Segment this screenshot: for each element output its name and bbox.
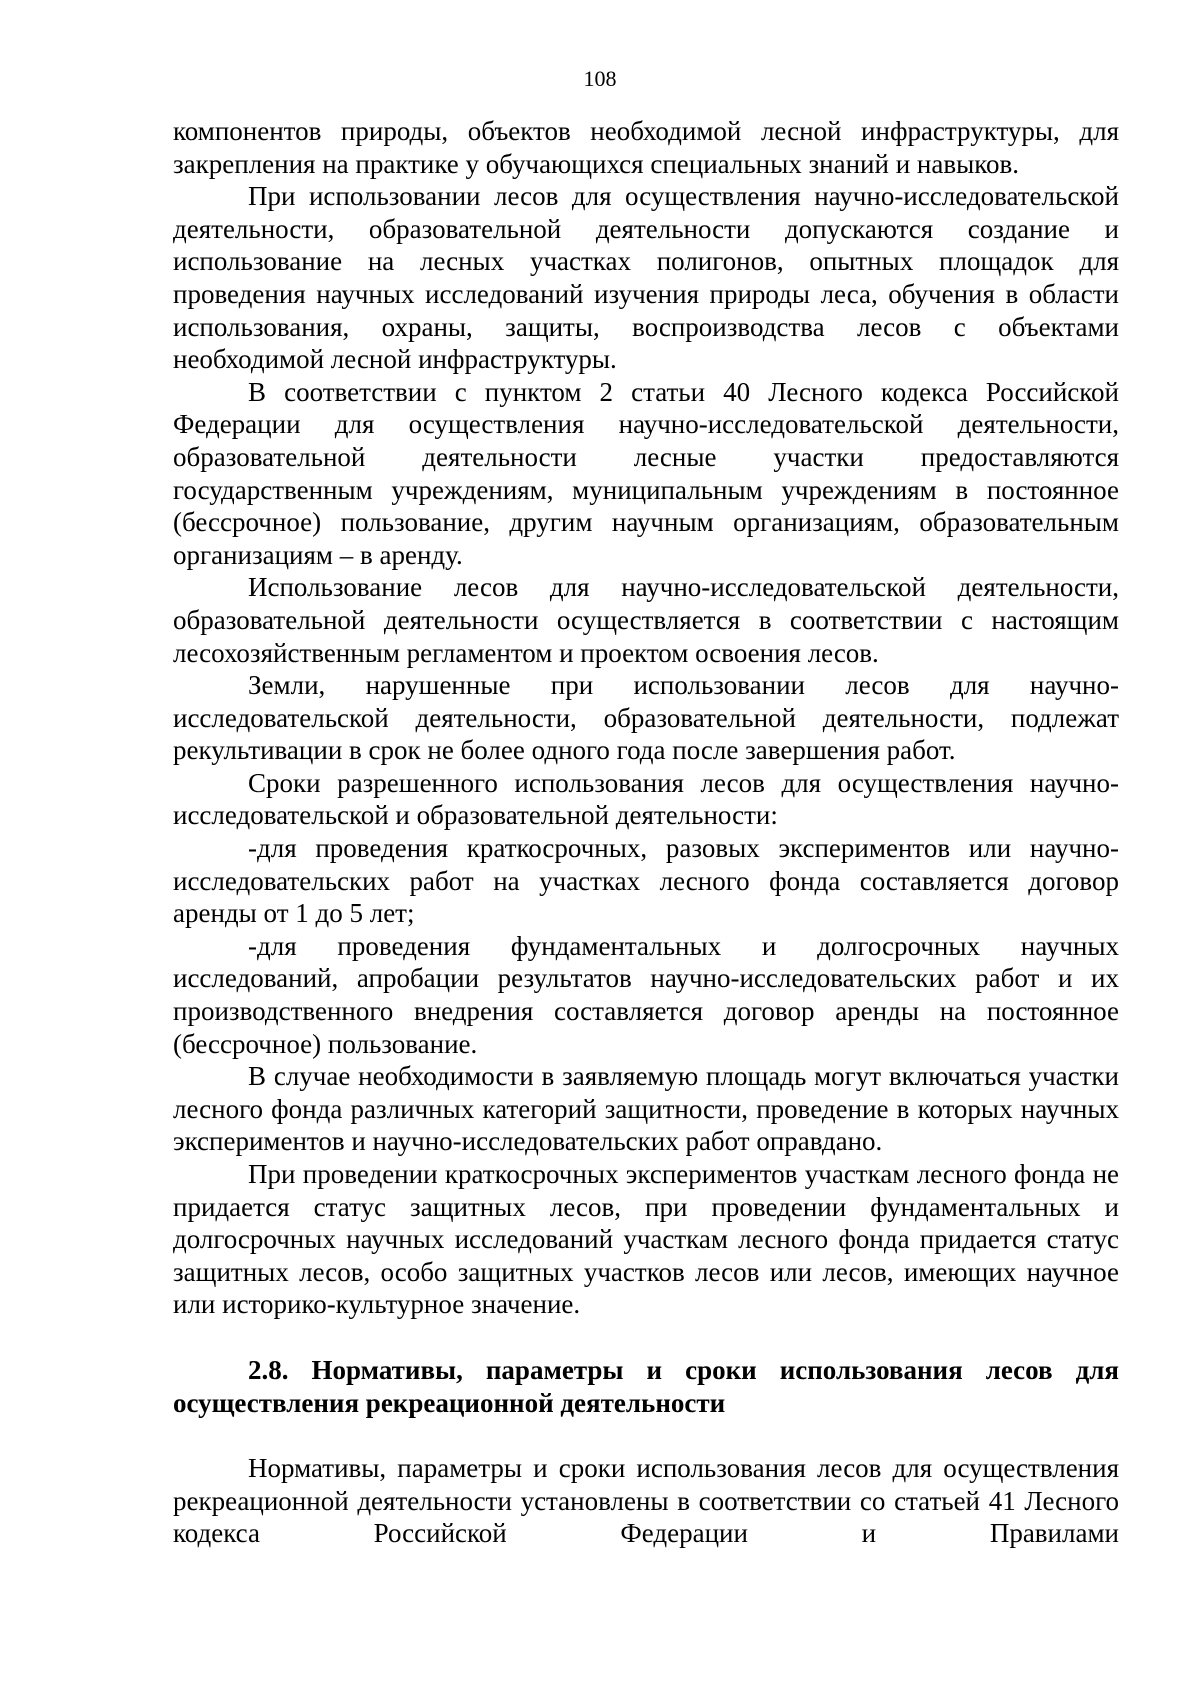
list-item-text: для проведения краткосрочных, разовых экспериментов или научно-исследовательских работ на участках лесного фонда составляется договор аренды от 1 до 5 лет; bbox=[173, 833, 1119, 929]
page-number: 108 bbox=[583, 66, 617, 91]
paragraph-protection-categories: В случае необходимости в заявляемую площадь могут включаться участки лесного фонда различных категорий защитности, проведение в которых научных экспериментов и научно-исследовательских работ оправдано. bbox=[173, 1061, 1119, 1157]
paragraph-article-40: В соответствии с пунктом 2 статьи 40 Лесного кодекса Российской Федерации для осуществления научно-исследовательской деятельности, образовательной деятельности лесные участки предоставляются государственным учреждениям, муниципальным учреждениям в постоянное (бессрочное) пользование, другим научным организациям, образовательным организациям – в аренду. bbox=[173, 376, 1119, 570]
section-heading: 2.8. Нормативы, параметры и сроки использования лесов для осуществления рекреационной деятельности bbox=[173, 1354, 1119, 1418]
paragraph-protective-status: При проведении краткосрочных экспериментов участкам лесного фонда не придается статус защитных лесов, при проведении фундаментальных и долгосрочных научных исследований участкам лесного фонда придается статус защитных лесов, особо защитных участков лесов или лесов, имеющих научное или историко-культурное значение. bbox=[173, 1159, 1119, 1320]
paragraph-land-recultivation: Земли, нарушенные при использовании лесов для научно-исследовательской деятельности, образовательной деятельности, подлежат рекультивации в срок не более одного года после завершения работ. bbox=[173, 670, 1119, 766]
paragraph-use-terms: Сроки разрешенного использования лесов для осуществления научно-исследовательской и образовательной деятельности: bbox=[173, 767, 1119, 831]
list-dash: - bbox=[248, 833, 257, 864]
list-item-long-term bbox=[173, 930, 1119, 1060]
document-body bbox=[173, 115, 1119, 1550]
paragraph-recreational-norms: Нормативы, параметры и сроки использования лесов для осуществления рекреационной деятельности установлены в соответствии со статьей 41 Лесного кодекса Российской Федерации и Правилами bbox=[173, 1452, 1119, 1549]
list-item-short-term bbox=[173, 832, 1119, 930]
paragraph-forest-use: Использование лесов для научно-исследовательской деятельности, образовательной деятельности осуществляется в соответствии с настоящим лесохозяйственным регламентом и проектом освоения лесов. bbox=[173, 572, 1119, 668]
list-item-text: для проведения фундаментальных и долгосрочных научных исследований, апробации результатов научно-исследовательских работ и их производственного внедрения составляется договор аренды на постоянное (бессрочное) пользование. bbox=[173, 930, 1119, 1059]
list-dash: - bbox=[248, 930, 257, 961]
paragraph-testing-grounds: При использовании лесов для осуществления научно-исследовательской деятельности, образовательной деятельности допускаются создание и использование на лесных участках полигонов, опытных площадок для проведения научных исследований изучения природы леса, обучения в области использования, охраны, защиты, воспроизводства лесов с объектами необходимой лесной инфраструктуры. bbox=[173, 181, 1119, 375]
paragraph-continuation: компонентов природы, объектов необходимой лесной инфраструктуры, для закрепления на практике у обучающихся специальных знаний и навыков. bbox=[173, 116, 1119, 179]
